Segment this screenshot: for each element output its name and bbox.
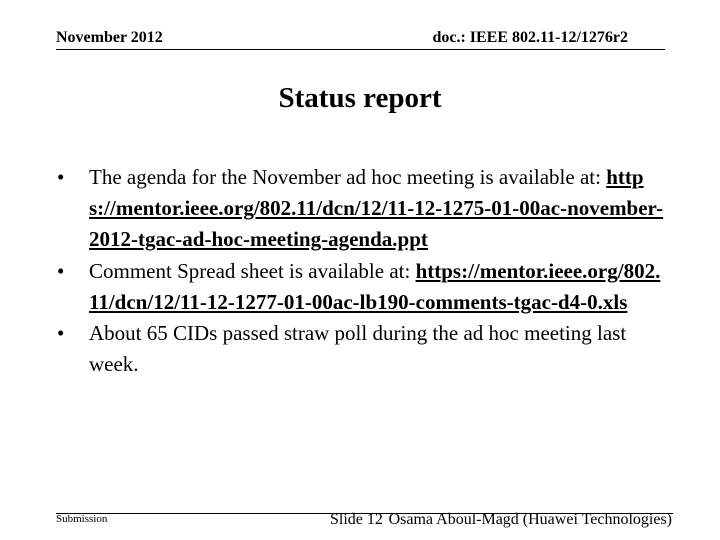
bullet-list [57,162,667,380]
bullet-marker: • [57,258,65,283]
slide-title: Status report [278,82,442,114]
bullet-text: Comment Spread sheet is available at: [89,258,416,283]
bullet-marker: • [57,165,65,189]
header-divider [56,49,665,50]
comment-spreadsheet-link[interactable]: https://mentor.ieee.org/802.11/dcn/12/11-12-1277-01-00ac-lb190-comments-tgac-d4-0.xls [89,258,661,314]
footer-author: Osama Aboul-Magd (Huawei Technologies) [388,511,672,528]
bullet-text: The agenda for the November ad hoc meeting is available at: [89,165,607,189]
bullet-item-agenda [57,162,667,256]
footer-slide-number: Slide 12 [330,511,383,528]
bullet-marker: • [57,321,65,346]
footer-submission: Submission [56,513,108,525]
header-doc-id: doc.: IEEE 802.11-12/1276r2 [432,29,628,46]
bullet-item-comment-spreadsheet [57,256,667,318]
bullet-text: About 65 CIDs passed straw poll during the ad hoc meeting last week. [89,321,627,377]
bullet-item-straw-poll [57,318,667,380]
agenda-link[interactable]: https://mentor.ieee.org/802.11/dcn/12/11-12-1275-01-00ac-november-2012-tgac-ad-hoc-meeting-agenda.ppt [89,165,664,252]
header-date: November 2012 [56,29,163,46]
